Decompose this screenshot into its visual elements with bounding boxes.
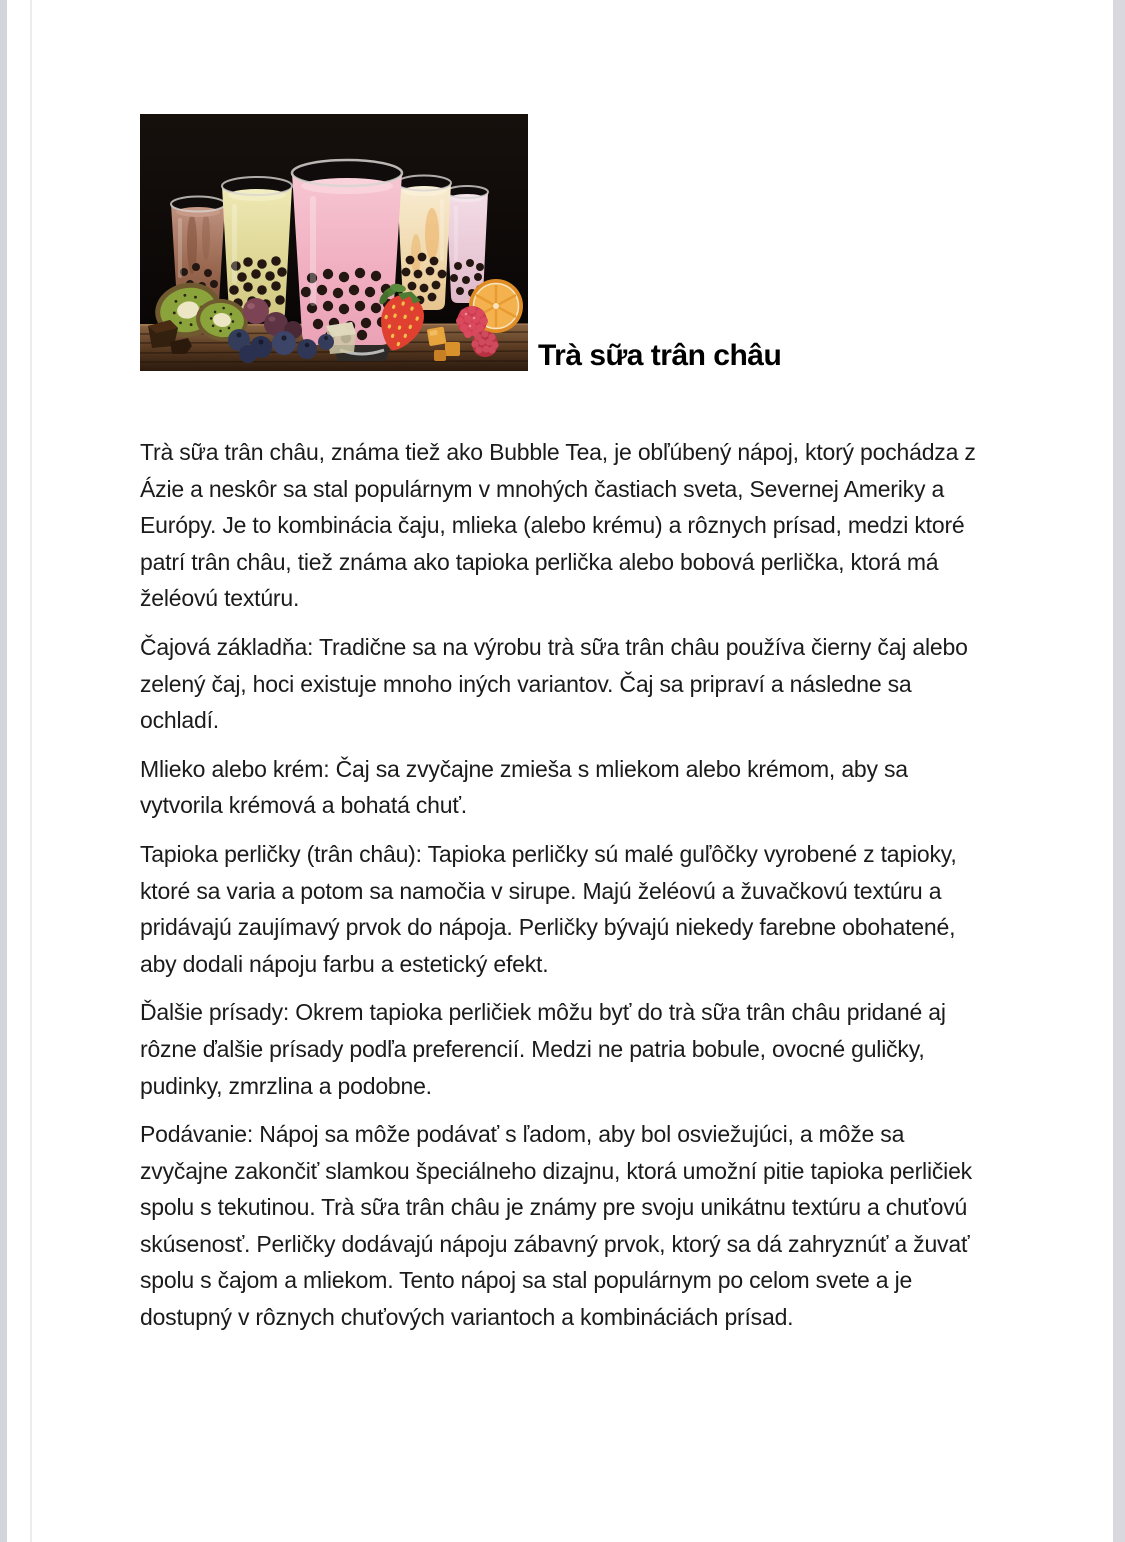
paragraph-intro: Trà sữa trân châu, známa tiež ako Bubble Tea, je obľúbený nápoj, ktorý pochádza z Ázie a neskôr sa stal populárnym v mnohých častiach sveta, Severnej Ameriky a Európy. Je to kombinácia čaju, mlieka (alebo krému) a rôznych prísad, medzi ktoré patrí trân châu, tiež známa ako tapioka perlička alebo bobová perlička, ktorá má želéovú textúru. bbox=[140, 439, 976, 612]
page-left-border bbox=[30, 0, 32, 1542]
body-text bbox=[140, 434, 992, 1336]
page-left-edge bbox=[0, 0, 7, 1542]
paragraph-serving: Podávanie: Nápoj sa môže podávať s ľadom, aby bol osviežujúci, a môže sa zvyčajne zakončiť slamkou špeciálneho dizajnu, ktorá umožní pitie tapioka perličiek spolu s tekutinou. Trà sữa trân châu je známy pre svoju unikátnu textúru a chuťovú skúsenosť. Perličky dodávajú nápoju zábavný prvok, ktorý sa dá zahryznúť a žuvať spolu s čajom a mliekom. Tento nápoj sa stal populárnym po celom svete a je dostupný v rôznych chuťových variantoch a kombináciách prísad. bbox=[140, 1121, 972, 1331]
paragraph-milk-cream: Mlieko alebo krém: Čaj sa zvyčajne zmieša s mliekom alebo krémom, aby sa vytvorila krémová a bohatá chuť. bbox=[140, 755, 908, 819]
page-right-edge bbox=[1113, 0, 1125, 1542]
bubble-tea-photo bbox=[140, 114, 528, 371]
header-row bbox=[140, 114, 992, 371]
document-title: Trà sữa trân châu bbox=[538, 338, 782, 372]
paragraph-other-ingredients: Ďalšie prísady: Okrem tapioka perličiek môžu byť do trà sữa trân châu pridané aj rôzne ďalšie prísady podľa preferencií. Medzi ne patria bobule, ovocné guličky, pudinky, zmrzlina a podobne. bbox=[140, 999, 946, 1099]
paragraph-tea-base: Čajová základňa: Tradične sa na výrobu trà sữa trân châu používa čierny čaj alebo zelený čaj, hoci existuje mnoho iných variantov. Čaj sa pripraví a následne sa ochladí. bbox=[140, 633, 968, 734]
paragraph-tapioca-pearls: Tapioka perličky (trân châu): Tapioka perličky sú malé guľôčky vyrobené z tapioky, ktoré sa varia a potom sa namočia v sirupe. Majú želéovú a žuvačkovú textúru a pridávajú zaujímavý prvok do nápoja. Perličky bývajú niekedy farebne obohatené, aby dodali nápoju farbu a estetický efekt. bbox=[140, 840, 957, 977]
document-page bbox=[140, 114, 992, 1348]
